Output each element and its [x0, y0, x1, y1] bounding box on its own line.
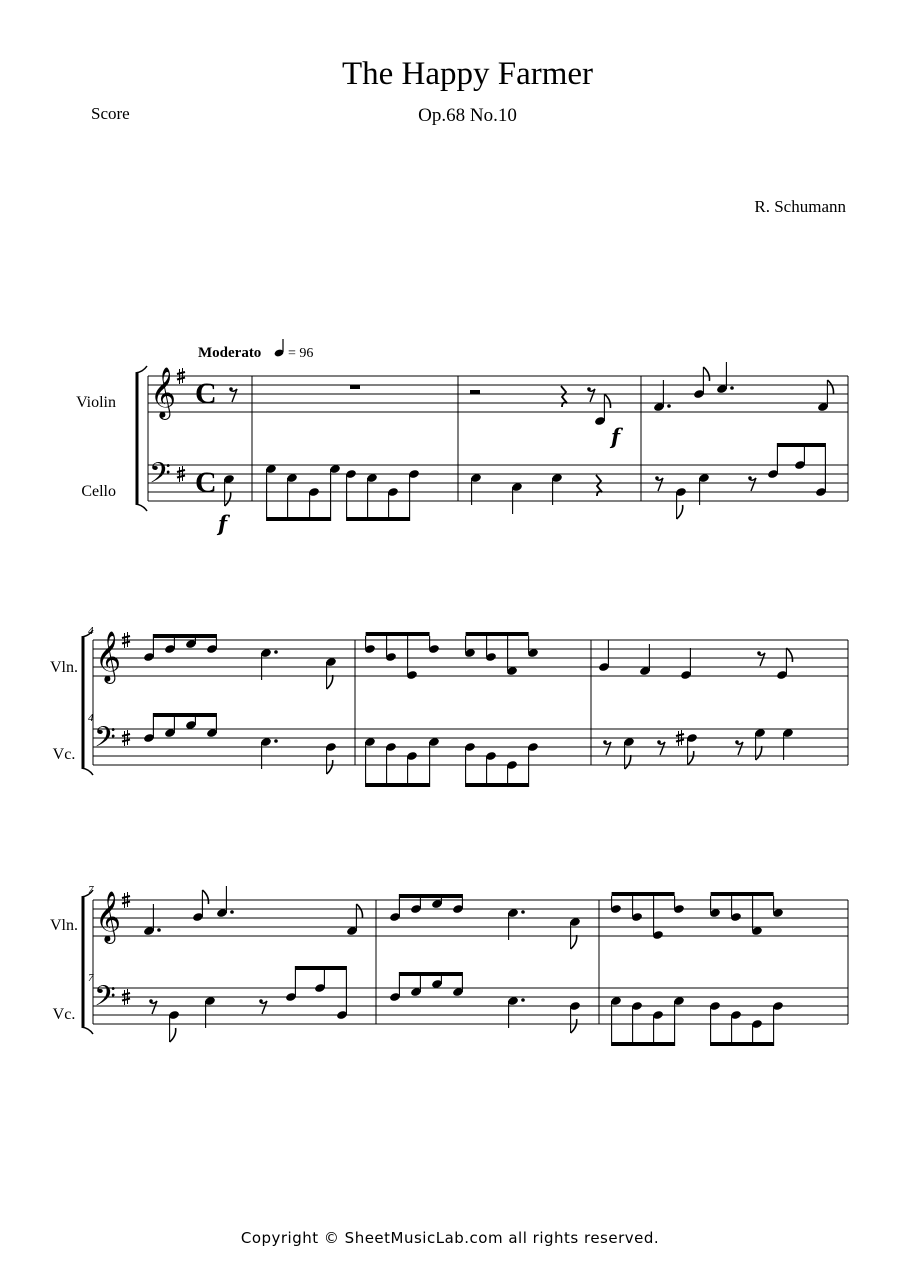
bracket-cap: [82, 1027, 94, 1034]
note: [686, 733, 698, 765]
note: [506, 760, 518, 787]
note: [675, 487, 687, 519]
common-time-icon: C: [195, 377, 217, 410]
beam: [399, 894, 462, 898]
beam: [267, 517, 331, 521]
note: [782, 728, 794, 760]
copyright-footer: Copyright © SheetMusicLab.com all rights reserved.: [240, 1229, 660, 1247]
note: [815, 443, 827, 497]
system-3: [50, 884, 94, 1023]
instrument-label-cello: Cello: [81, 483, 116, 500]
note: [204, 996, 216, 1028]
eighth-rest-icon: [736, 742, 743, 755]
treble-clef-icon: 𝄞: [150, 367, 177, 418]
note: [709, 896, 721, 918]
note: [143, 713, 155, 743]
measure-number: 7: [88, 884, 94, 896]
note: [716, 362, 734, 394]
note: [260, 648, 278, 680]
dynamic-forte: f: [218, 511, 228, 536]
note: [336, 966, 348, 1020]
note: [569, 1001, 581, 1033]
beam: [466, 632, 529, 636]
beam: [466, 783, 529, 787]
note: [314, 966, 326, 993]
bass-clef-icon: 𝄢: [149, 457, 171, 497]
note: [598, 640, 610, 672]
note: [507, 996, 525, 1028]
note: [527, 636, 539, 658]
note: [345, 469, 357, 521]
opus-subtitle: Op.68 No.10: [418, 105, 517, 126]
note: [709, 1001, 721, 1046]
eighth-rest-icon: [604, 742, 611, 755]
note: [610, 996, 622, 1046]
note: [464, 742, 476, 787]
measure-number: 4: [88, 712, 94, 724]
note: [767, 443, 779, 479]
half-rest-icon: [470, 390, 480, 394]
page-title: The Happy Farmer: [341, 56, 594, 92]
note: [308, 487, 320, 521]
note: [623, 737, 635, 769]
bracket-cap: [82, 768, 94, 775]
beam: [153, 634, 216, 638]
note: [285, 966, 297, 1002]
quarter-rest-icon: [561, 386, 567, 407]
instrument-label-violin: Violin: [76, 394, 116, 411]
note: [776, 648, 792, 680]
note: [730, 1010, 742, 1046]
eighth-rest-icon: [230, 389, 237, 402]
note: [192, 890, 208, 922]
eighth-rest-icon: [150, 1001, 157, 1014]
note: [772, 896, 784, 918]
tempo-bpm: = 96: [288, 346, 314, 361]
eighth-rest-icon: [658, 742, 665, 755]
note: [389, 972, 401, 1002]
note: [406, 751, 418, 787]
instrument-label-cello-short: Vc.: [52, 1006, 76, 1023]
note: [464, 636, 476, 658]
note: [364, 737, 376, 787]
note: [569, 917, 581, 949]
note: [507, 908, 525, 940]
note: [772, 1001, 784, 1046]
note: [168, 1010, 180, 1042]
note: [511, 482, 523, 514]
beam: [295, 966, 346, 970]
note: [428, 737, 440, 787]
eighth-rest-icon: [260, 1001, 267, 1014]
bracket-cap: [136, 504, 148, 511]
note: [698, 473, 710, 505]
note: [673, 896, 685, 914]
note: [631, 1001, 643, 1046]
note: [385, 742, 397, 787]
note: [794, 443, 806, 470]
whole-rest-icon: [350, 385, 360, 389]
note: [428, 636, 440, 654]
note: [680, 648, 692, 680]
note: [389, 894, 401, 922]
note: [751, 1019, 763, 1046]
note: [286, 473, 298, 521]
quarter-rest-icon: [596, 475, 602, 496]
beam: [612, 892, 675, 896]
system-2: [50, 625, 94, 763]
note: [485, 751, 497, 787]
note: [260, 737, 278, 769]
tempo-marking: [198, 339, 313, 361]
note: [366, 473, 378, 521]
bass-clef-icon: 𝄢: [94, 980, 116, 1020]
note: [673, 996, 685, 1046]
score-label: Score: [91, 104, 130, 123]
note: [527, 742, 539, 787]
beam: [399, 972, 462, 976]
beam: [347, 517, 410, 521]
note: [594, 394, 610, 426]
note: [408, 469, 420, 521]
treble-clef-icon: 𝄞: [95, 891, 122, 942]
bracket-cap: [136, 366, 148, 373]
note: [610, 896, 622, 914]
eighth-rest-icon: [749, 478, 756, 491]
treble-clef-icon: 𝄞: [95, 631, 122, 682]
dynamic-forte: f: [611, 424, 621, 449]
beam: [777, 443, 825, 447]
beam: [612, 1042, 675, 1046]
instrument-label-violin-short: Vln.: [50, 917, 78, 934]
eighth-rest-icon: [758, 653, 765, 666]
measure-number: 4: [88, 625, 94, 637]
note: [143, 634, 155, 662]
note: [216, 886, 234, 918]
note: [470, 473, 482, 505]
beam: [711, 892, 774, 896]
beam: [366, 783, 430, 787]
note: [551, 473, 563, 505]
note: [652, 1010, 664, 1046]
eighth-rest-icon: [588, 389, 595, 402]
bass-clef-icon: 𝄢: [94, 721, 116, 761]
note: [506, 636, 518, 676]
note: [751, 896, 763, 936]
note: [364, 636, 376, 654]
beam: [153, 713, 216, 717]
note: [387, 487, 399, 521]
instrument-label-violin-short: Vln.: [50, 659, 78, 676]
beam: [711, 1042, 774, 1046]
measure-number: 7: [88, 972, 94, 984]
system-1: [76, 394, 116, 500]
instrument-label-cello-short: Vc.: [52, 746, 76, 763]
tempo-word: Moderato: [198, 345, 262, 361]
eighth-rest-icon: [656, 478, 663, 491]
note: [754, 728, 766, 760]
beam: [366, 632, 430, 636]
note: [325, 742, 337, 774]
common-time-icon: C: [195, 466, 217, 499]
composer-name: R. Schumann: [754, 197, 846, 216]
note: [325, 657, 337, 689]
